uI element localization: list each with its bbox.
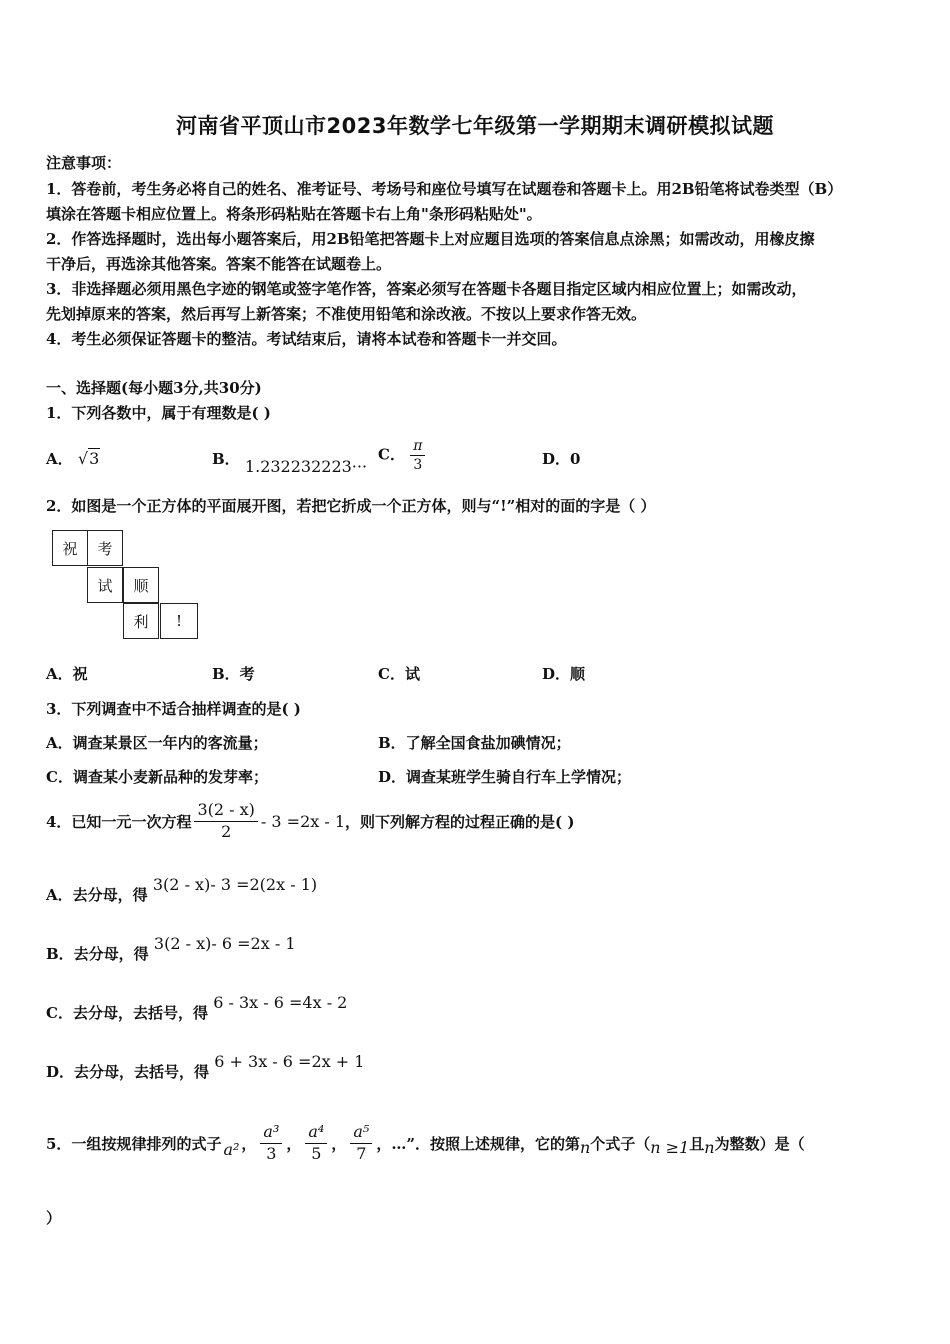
fraction-denominator: 3	[413, 457, 423, 474]
q1-option-d: D．0	[542, 450, 581, 468]
q4-option-c-label: C．去分母，去括号，得	[46, 1004, 208, 1022]
question-3-stem: 3．下列调查中不适合抽样调查的是( )	[46, 700, 301, 718]
q1-option-a-label: A．	[46, 450, 73, 468]
q5-stem-middle-2: 个式子（	[590, 1134, 651, 1153]
q5-term-fraction	[305, 1122, 327, 1165]
q5-stem-and: 且	[689, 1134, 705, 1153]
cube-face: 祝	[52, 530, 88, 566]
q4-equation-rest: - 3 =2x - 1	[260, 811, 346, 831]
q4-stem-prefix: 4．已知一元一次方程	[46, 812, 192, 831]
q1-option-b	[212, 448, 368, 476]
q1-option-c-fraction	[410, 437, 425, 474]
q3-option-b: B．了解全国食盐加碘情况；	[378, 734, 571, 752]
q4-option-c	[46, 993, 348, 1023]
notice-line: 1．答卷前，考生务必将自己的姓名、准考证号、考场号和座位号填写在试题卷和答题卡上。用2B铅笔将试卷类型（B）	[46, 180, 843, 198]
notice-line: 填涂在答题卡相应位置上。将条形码粘贴在答题卡右上角"条形码粘贴处"。	[46, 205, 542, 223]
question-2-stem: 2．如图是一个正方体的平面展开图，若把它折成一个正方体，则与“!”相对的面的字是（ ）	[46, 497, 656, 515]
q5-variable-n: n	[704, 1137, 715, 1157]
q5-condition: n ≥1	[650, 1137, 690, 1157]
question-5-stem: 5．一组按规律排列的式子 a² ， $\frac{\text{a³}}{3}$ ， $\frac{\text{a⁴}}{5}$ ， $\frac{\text{a⁵}}{7}$ ，…”．按照上述规律，它的第 n 个式子（ n ≥1 且 n 为整数）是（	[46, 1122, 805, 1163]
q4-option-c-equation: 6 - 3x - 6 =4x - 2	[213, 993, 348, 1012]
q5-stem-suffix: 为整数）是（	[714, 1134, 805, 1153]
q4-option-d	[46, 1052, 365, 1082]
q5-term-fraction	[260, 1122, 282, 1165]
q1-option-a	[46, 448, 100, 469]
cube-face: 顺	[123, 567, 159, 603]
notice-line: 4．考生必须保证答题卡的整洁。考试结束后，请将本试卷和答题卡一并交回。	[46, 330, 567, 348]
q4-option-a-equation: 3(2 - x)- 3 =2(2x - 1)	[152, 875, 318, 894]
cube-face: 试	[87, 567, 123, 603]
fraction-numerator: π	[410, 437, 425, 456]
cube-face: 考	[87, 530, 123, 566]
question-4-stem	[46, 800, 574, 843]
page-title: 河南省平顶山市2023年数学七年级第一学期期末调研模拟试题	[176, 114, 774, 138]
fraction-numerator: a³	[260, 1122, 282, 1144]
q4-option-a	[46, 875, 318, 905]
q1-option-c	[378, 437, 425, 474]
cube-face: !	[160, 603, 198, 639]
q4-option-b	[46, 934, 296, 964]
q3-option-d: D．调查某班学生骑自行车上学情况；	[378, 768, 632, 786]
notice-line: 3．非选择题必须用黑色字迹的钢笔或签字笔作答，答案必须写在答题卡各题目指定区域内相应位置上；如需改动，	[46, 280, 807, 298]
q5-stem-prefix: 5．一组按规律排列的式子	[46, 1134, 222, 1153]
q5-close-paren: ）	[46, 1209, 62, 1227]
q1-option-b-label: B．	[212, 450, 240, 468]
q4-option-b-label: B．去分母，得	[46, 945, 149, 963]
q4-stem-suffix: ，则下列解方程的过程正确的是( )	[345, 812, 575, 831]
q2-option-c: C．试	[378, 665, 420, 683]
q2-option-b: B．考	[212, 665, 255, 683]
section-heading: 一、选择题(每小题3分,共30分)	[46, 379, 262, 397]
q1-option-c-label: C．	[378, 445, 405, 464]
q5-variable-n: n	[579, 1137, 591, 1157]
notice-line: 干净后，再选涂其他答案。答案不能答在试题卷上。	[46, 255, 392, 273]
fraction-numerator: a⁴	[305, 1122, 327, 1144]
q1-option-b-value: 1.232232223···	[244, 457, 368, 476]
sqrt-symbol: √3	[77, 449, 100, 468]
q4-option-b-equation: 3(2 - x)- 6 =2x - 1	[153, 934, 296, 953]
fraction-denominator: 7	[356, 1143, 367, 1163]
q5-term: a²	[223, 1139, 240, 1159]
q5-term-fraction	[350, 1122, 372, 1165]
q3-option-a: A．调查某景区一年内的客流量；	[46, 734, 268, 752]
q1-option-a-value: 3	[89, 449, 100, 468]
fraction-numerator: 3(2 - x)	[194, 800, 257, 822]
notice-heading: 注意事项：	[46, 154, 122, 172]
fraction-denominator: 5	[311, 1143, 322, 1163]
q4-option-a-label: A．去分母，得	[46, 886, 148, 904]
q2-option-d: D．顺	[542, 665, 586, 683]
q4-equation-fraction	[194, 800, 257, 843]
notice-line: 先划掉原来的答案，然后再写上新答案；不准使用铅笔和涂改液。不按以上要求作答无效。	[46, 305, 647, 323]
question-1-stem: 1．下列各数中，属于有理数是( )	[46, 404, 271, 422]
q4-option-d-equation: 6 + 3x - 6 =2x + 1	[214, 1052, 365, 1071]
cube-face: 利	[123, 603, 159, 639]
q3-option-c: C．调查某小麦新品种的发芽率；	[46, 768, 268, 786]
fraction-denominator: 2	[221, 821, 232, 841]
fraction-numerator: a⁵	[350, 1122, 372, 1144]
notice-line: 2．作答选择题时，选出每小题答案后，用2B铅笔把答题卡上对应题目选项的答案信息点涂黑；如需改动，用橡皮擦	[46, 230, 815, 248]
q4-option-d-label: D．去分母，去括号，得	[46, 1063, 210, 1081]
fraction-denominator: 3	[266, 1143, 277, 1163]
q2-option-a: A．祝	[46, 665, 88, 683]
q5-stem-middle: ，…”．按照上述规律，它的第	[376, 1134, 580, 1153]
